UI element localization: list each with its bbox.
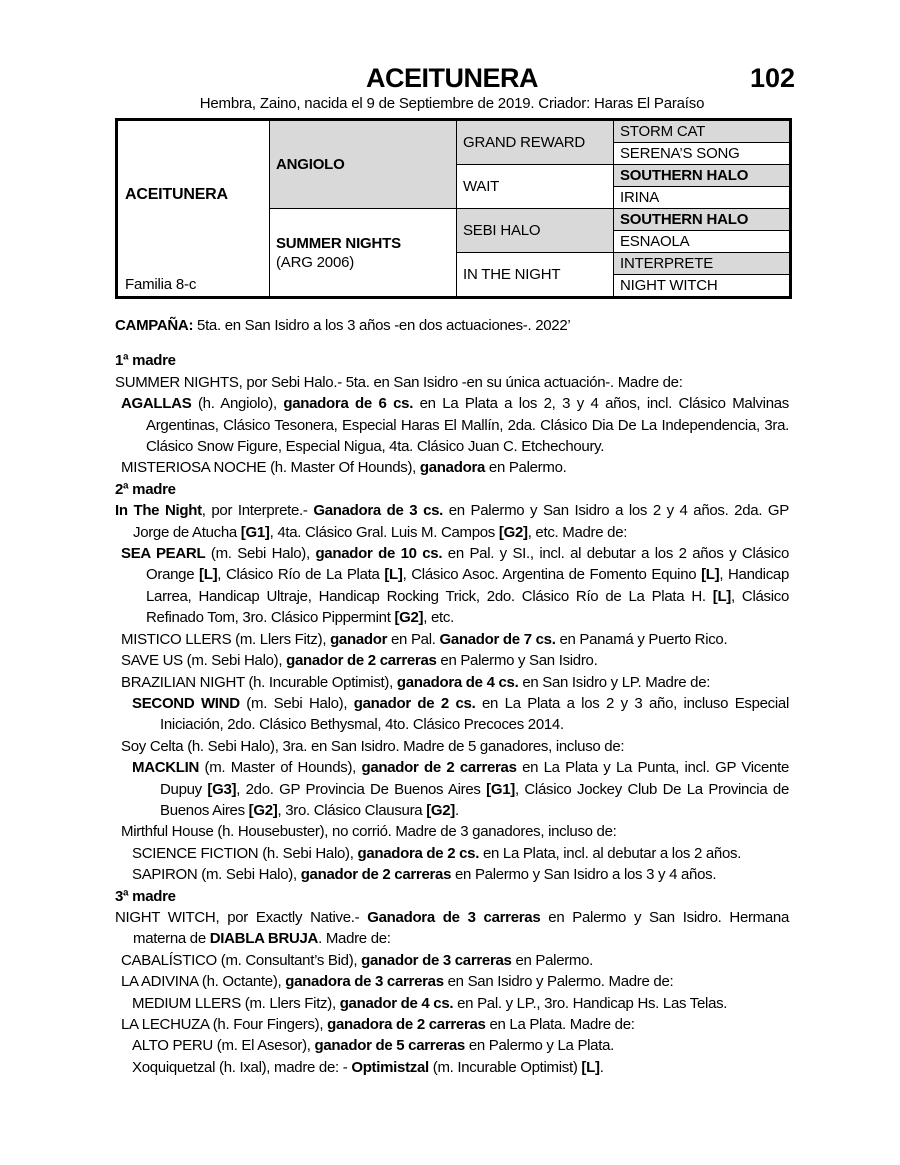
note-paragraph: NIGHT WITCH, por Exactly Native.- Ganadora de 3 carreras en Palermo y San Isidro. Hermana materna de DIABLA BRUJA. Madre de:: [115, 908, 790, 948]
note-paragraph: MEDIUM LLERS (m. Llers Fitz), ganador de 4 cs. en Pal. y LP., 3ro. Handicap Hs. Las Telas.: [132, 994, 728, 1012]
pedigree-cell-granddam-paternal: WAIT: [457, 165, 614, 209]
note-paragraph: LA ADIVINA (h. Octante), ganadora de 3 carreras en San Isidro y Palermo. Madre de:: [121, 973, 674, 991]
subject-name: ACEITUNERA: [125, 185, 228, 203]
pedigree-table: [115, 118, 792, 299]
pedigree-cell-grandsire-paternal: GRAND REWARD: [457, 120, 614, 165]
page-title: ACEITUNERA: [365, 63, 538, 93]
section-heading: 3ª madre: [115, 887, 176, 905]
note-paragraph: CABALÍSTICO (m. Consultant’s Bid), ganador de 3 carreras en Palermo.: [121, 951, 594, 969]
note-paragraph: LA LECHUZA (h. Four Fingers), ganadora de 2 carreras en La Plata. Madre de:: [121, 1016, 635, 1033]
note-paragraph: BRAZILIAN NIGHT (h. Incurable Optimist), ganadora de 4 cs. en San Isidro y LP. Madre de:: [121, 673, 711, 691]
section-heading: 1ª madre: [115, 352, 176, 370]
pedigree-cell-ggparent-1: STORM CAT: [614, 120, 791, 143]
pedigree-cell-ggparent-3: SOUTHERN HALO: [614, 165, 791, 187]
pedigree-cell-ggparent-2: SERENA’S SONG: [614, 143, 791, 165]
pedigree-row: [117, 120, 791, 143]
dam-name: SUMMER NIGHTS: [276, 234, 401, 252]
note-paragraph: In The Night, por Interprete.- Ganadora de 3 cs. en Palermo y San Isidro a los 2 y 4 años. 2da. GP Jorge de Atucha [G1], 4ta. Clásico Gral. Luis M. Campos [G2], etc. Madre de:: [115, 502, 789, 541]
note-paragraph: Xoquiquetzal (h. Ixal), madre de: - Optimistzal (m. Incurable Optimist) [L].: [132, 1058, 604, 1076]
note-paragraph: Soy Celta (h. Sebi Halo), 3ra. en San Isidro. Madre de 5 ganadores, incluso de:: [121, 737, 625, 755]
subtitle: Hembra, Zaino, nacida el 9 de Septiembre de 2019. Criador: Haras El Paraíso: [199, 95, 705, 112]
note-paragraph: CAMPAÑA: 5ta. en San Isidro a los 3 años -en dos actuaciones-. 2022’: [115, 317, 571, 334]
family-label: Familia 8-c: [125, 276, 197, 293]
pedigree-cell-subject: [117, 120, 270, 298]
section-heading: 2ª madre: [115, 480, 176, 498]
page-header: [115, 63, 795, 113]
note-paragraph: SEA PEARL (m. Sebi Halo), ganador de 10 cs. en Pal. y SI., incl. al debutar a los 2 años y Clásico Orange [L], Clásico Río de La Plata [L], Clásico Asoc. Argentina de Fomento Equino [L], Handicap Larrea, Handicap Ultraje, Handicap Rocking Trick, 2do. Clásico Río de La Plata H. [L], Clásico Refinado Tom, 3ro. Clásico Pippermint [G2], etc.: [121, 545, 789, 627]
sire-name: ANGIOLO: [276, 156, 345, 173]
pedigree-cell-granddam-maternal: IN THE NIGHT: [457, 253, 614, 298]
pedigree-notes: [115, 315, 789, 1078]
pedigree-cell-sire: [270, 120, 457, 209]
pedigree-cell-dam: [270, 209, 457, 298]
note-paragraph: MISTERIOSA NOCHE (h. Master Of Hounds), ganadora en Palermo.: [121, 459, 567, 477]
note-paragraph: ALTO PERU (m. El Asesor), ganador de 5 carreras en Palermo y La Plata.: [132, 1037, 615, 1055]
page-number: 102: [749, 63, 795, 93]
pedigree-cell-ggparent-7: INTERPRETE: [614, 253, 791, 275]
pedigree-cell-ggparent-8: NIGHT WITCH: [614, 275, 791, 298]
note-paragraph: SAVE US (m. Sebi Halo), ganador de 2 carreras en Palermo y San Isidro.: [121, 652, 598, 670]
pedigree-cell-grandsire-maternal: SEBI HALO: [457, 209, 614, 253]
note-paragraph: MACKLIN (m. Master of Hounds), ganador de 2 carreras en La Plata y La Punta, incl. GP Vicente Dupuy [G3], 2do. GP Provincia De Buenos Aires [G1], Clásico Jockey Club De La Provincia de Buenos Aires [G2], 3ro. Clásico Clausura [G2].: [132, 759, 790, 819]
pedigree-cell-ggparent-4: IRINA: [614, 187, 791, 209]
note-paragraph: MISTICO LLERS (m. Llers Fitz), ganador en Pal. Ganador de 7 cs. en Panamá y Puerto Rico.: [121, 630, 728, 648]
pedigree-cell-ggparent-6: ESNAOLA: [614, 231, 791, 253]
note-paragraph: SUMMER NIGHTS, por Sebi Halo.- 5ta. en San Isidro -en su única actuación-. Madre de:: [115, 373, 683, 391]
note-paragraph: SECOND WIND (m. Sebi Halo), ganador de 2 cs. en La Plata a los 2 y 3 año, incluso Especial Iniciación, 2do. Clásico Bethysmal, 4to. Clásico Precoces 2014.: [132, 694, 789, 734]
note-paragraph: SAPIRON (m. Sebi Halo), ganador de 2 carreras en Palermo y San Isidro a los 3 y 4 años.: [132, 866, 717, 884]
pedigree-cell-ggparent-5: SOUTHERN HALO: [614, 209, 791, 231]
note-paragraph: AGALLAS (h. Angiolo), ganadora de 6 cs. en La Plata a los 2, 3 y 4 años, incl. Clásico Malvinas Argentinas, Clásico Tesonera, Especial Haras El Mallín, 2da. Clásico Dia De La Independencia, 3ra. Clásico Snow Figure, Especial Nigua, 4ta. Clásico Juan C. Etchechoury.: [121, 395, 789, 456]
note-paragraph: SCIENCE FICTION (h. Sebi Halo), ganadora de 2 cs. en La Plata, incl. al debutar a los 2 años.: [132, 844, 742, 862]
note-paragraph: Mirthful House (h. Housebuster), no corrió. Madre de 3 ganadores, incluso de:: [121, 823, 617, 841]
dam-detail: (ARG 2006): [276, 253, 355, 271]
